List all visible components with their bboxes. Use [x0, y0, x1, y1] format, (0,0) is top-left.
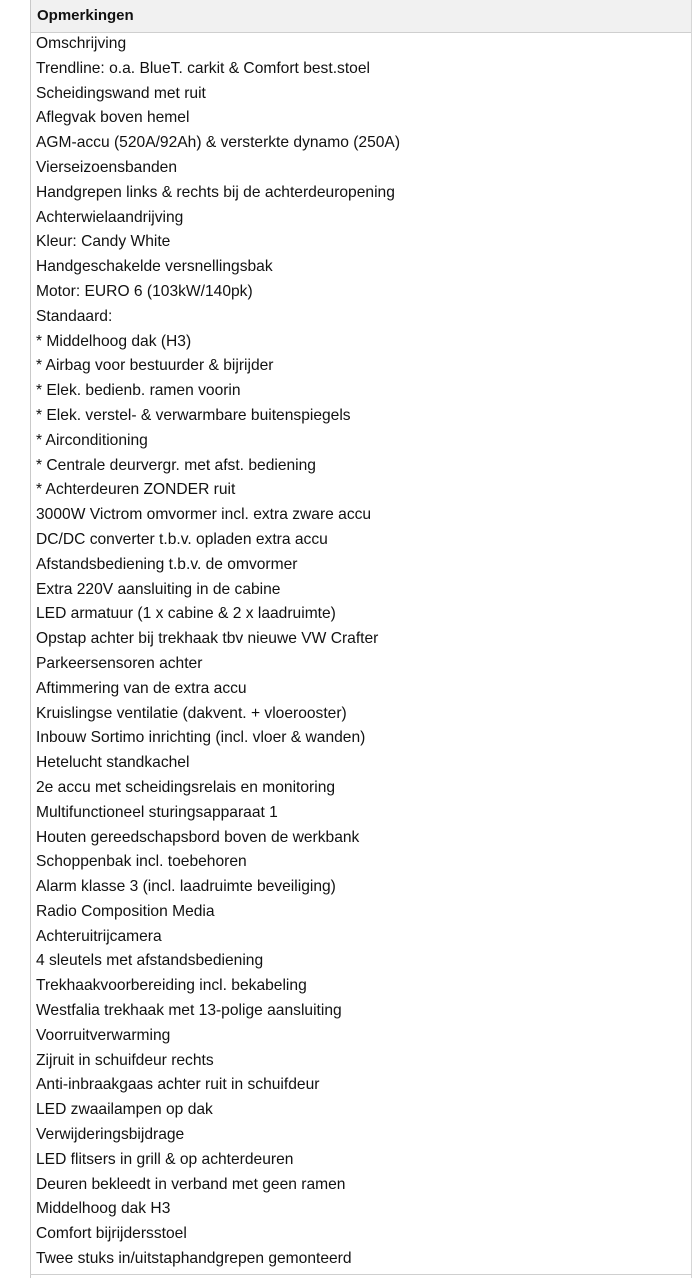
remark-line: Motor: EURO 6 (103kW/140pk) [36, 282, 253, 300]
remark-line: * Elek. verstel- & verwarmbare buitenspiegels [36, 406, 351, 424]
remark-line: Parkeersensoren achter [36, 654, 203, 672]
remark-line: Trekhaakvoorbereiding incl. bekabeling [36, 977, 307, 995]
remark-line: Westfalia trekhaak met 13-polige aansluiting [36, 1002, 342, 1020]
remark-line: AGM-accu (520A/92Ah) & versterkte dynamo (250A) [36, 134, 401, 152]
remark-line: Afstandsbediening t.b.v. de omvormer [36, 555, 298, 573]
remark-line: Multifunctioneel sturingsapparaat 1 [36, 803, 278, 821]
remark-line: Schoppenbak incl. toebehoren [36, 853, 247, 871]
remarks-panel [30, 0, 692, 1278]
remark-line: Alarm klasse 3 (incl. laadruimte beveiliging) [36, 878, 336, 896]
remark-line: DC/DC converter t.b.v. opladen extra accu [36, 530, 328, 548]
remark-line: Radio Composition Media [36, 902, 215, 920]
remark-line: Omschrijving [36, 35, 127, 52]
remark-line: Aftimmering van de extra accu [36, 679, 247, 697]
remark-line: * Airbag voor bestuurder & bijrijder [36, 357, 274, 375]
remark-line: Standaard: [36, 307, 113, 325]
remark-line: Zijruit in schuifdeur rechts [36, 1051, 214, 1069]
remark-line: LED flitsers in grill & op achterdeuren [36, 1150, 294, 1168]
remarks-header [31, 0, 691, 33]
remark-line: 4 sleutels met afstandsbediening [36, 952, 264, 970]
remark-line: Kleur: Candy White [36, 233, 171, 251]
remark-line: Extra 220V aansluiting in de cabine [36, 580, 281, 598]
remark-line: Comfort bijrijdersstoel [36, 1225, 187, 1243]
remark-line: * Centrale deurvergr. met afst. bediening [36, 456, 316, 474]
remark-line: Handgrepen links & rechts bij de achterdeuropening [36, 183, 395, 201]
remark-line: Vierseizoensbanden [36, 158, 178, 176]
remark-line: Verwijderingsbijdrage [36, 1126, 185, 1144]
remark-line: Achteruitrijcamera [36, 927, 162, 945]
remark-line: * Airconditioning [36, 431, 148, 449]
remarks-title: Opmerkingen [37, 7, 134, 24]
remarks-list [36, 32, 686, 1272]
remark-line: * Elek. bedienb. ramen voorin [36, 382, 241, 400]
remark-line: Scheidingswand met ruit [36, 84, 206, 102]
remark-line: LED armatuur (1 x cabine & 2 x laadruimte) [36, 605, 336, 623]
remark-line: Opstap achter bij trekhaak tbv nieuwe VW Crafter [36, 630, 379, 648]
remark-line: Inbouw Sortimo inrichting (incl. vloer & wanden) [36, 729, 366, 747]
remark-line: Anti-inbraakgaas achter ruit in schuifdeur [36, 1076, 320, 1094]
remark-line: Middelhoog dak H3 [36, 1200, 171, 1218]
remark-line: Houten gereedschapsbord boven de werkbank [36, 828, 360, 846]
remark-line: Trendline: o.a. BlueT. carkit & Comfort best.stoel [36, 59, 370, 77]
remark-line: * Achterdeuren ZONDER ruit [36, 481, 236, 499]
remark-line: 3000W Victrom omvormer incl. extra zware accu [36, 506, 372, 524]
remark-line: * Middelhoog dak (H3) [36, 332, 192, 350]
remark-line: LED zwaailampen op dak [36, 1101, 213, 1119]
remark-line: Handgeschakelde versnellingsbak [36, 258, 273, 276]
remark-line: Aflegvak boven hemel [36, 109, 190, 127]
bottom-border [30, 1274, 692, 1275]
remark-line: Voorruitverwarming [36, 1026, 171, 1044]
remark-line: 2e accu met scheidingsrelais en monitoring [36, 778, 336, 796]
remark-line: Kruislingse ventilatie (dakvent. + vloerooster) [36, 704, 347, 722]
remark-line: Hetelucht standkachel [36, 754, 190, 772]
remark-line: Twee stuks in/uitstaphandgrepen gemonteerd [36, 1250, 352, 1268]
remark-line: Achterwielaandrijving [36, 208, 184, 226]
remark-line: Deuren bekleedt in verband met geen ramen [36, 1175, 346, 1193]
